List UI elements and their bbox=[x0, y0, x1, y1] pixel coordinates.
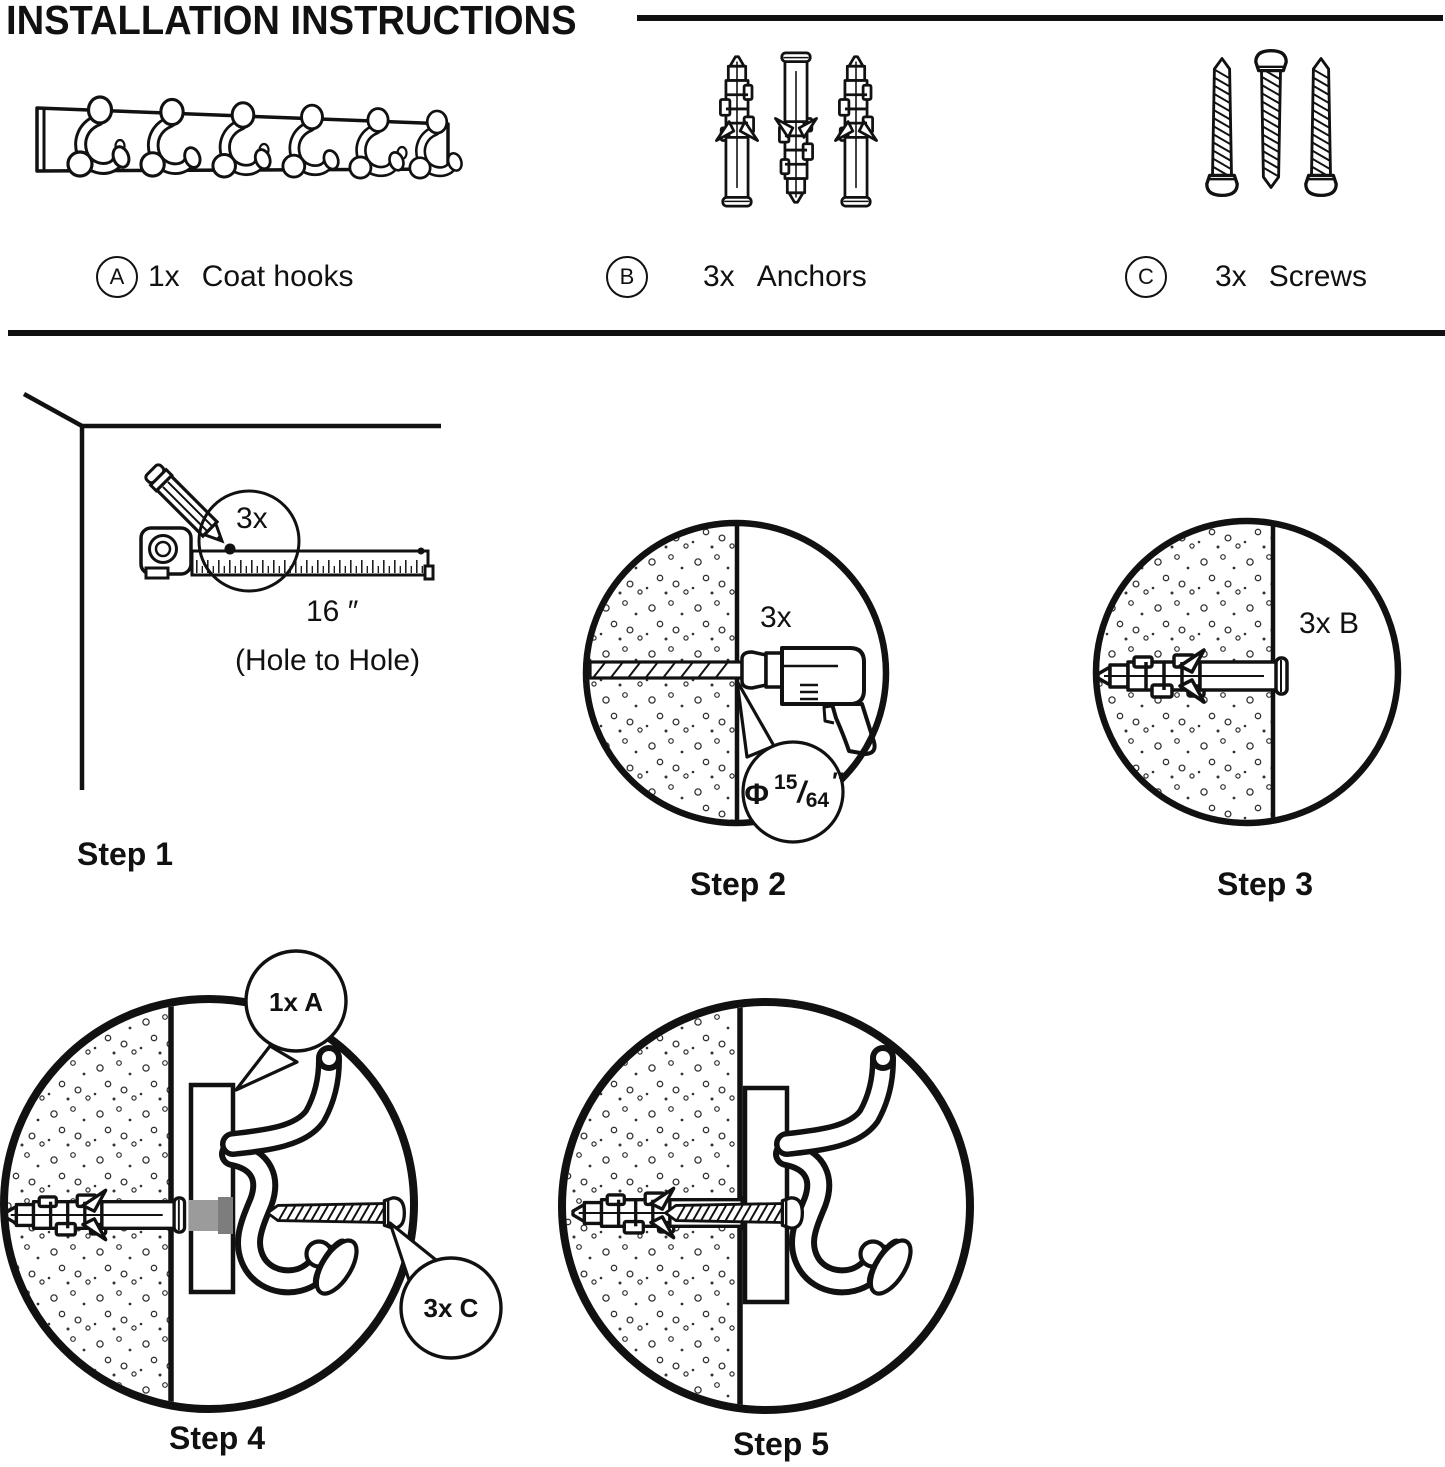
diameter-numerator: 15 bbox=[774, 771, 798, 794]
tape-end-dot bbox=[418, 548, 425, 555]
step4-label: Step 4 bbox=[168, 1420, 266, 1456]
step1-illustration bbox=[24, 394, 441, 790]
rail-hole bbox=[189, 1200, 220, 1231]
step1-distance: 16 ″ bbox=[306, 595, 359, 628]
step2-hole-diameter bbox=[744, 768, 844, 812]
title-rule bbox=[637, 15, 1443, 21]
step1-mark-count: 3x bbox=[236, 502, 268, 535]
step4-illustration bbox=[4, 951, 501, 1409]
step2-drill-count: 3x bbox=[760, 601, 792, 634]
step1-distance-note: (Hole to Hole) bbox=[235, 644, 421, 677]
step4-callout-top-text: 1x A bbox=[269, 987, 323, 1017]
step2-wall-cross-section bbox=[586, 523, 742, 823]
rail-cross-section bbox=[745, 1088, 787, 1302]
step4-callout-bottom-text: 3x C bbox=[423, 1293, 479, 1323]
coat-rack-icon bbox=[37, 97, 464, 178]
part-qty: 3x bbox=[703, 260, 735, 293]
diameter-denominator: 64 bbox=[805, 789, 830, 812]
step5-label: Step 5 bbox=[732, 1426, 830, 1462]
part-badge-c: C bbox=[1125, 256, 1167, 298]
diameter-unit: ″ bbox=[832, 768, 844, 795]
part-label-anchors bbox=[606, 256, 867, 298]
part-badge-b: B bbox=[606, 256, 648, 298]
wall-corner-lines bbox=[24, 394, 441, 790]
part-label-screws bbox=[1125, 256, 1367, 298]
parts-divider bbox=[8, 330, 1445, 336]
step3-annotation: 3x B bbox=[1299, 607, 1360, 640]
diameter-symbol: Φ bbox=[744, 778, 770, 811]
step4-callout-bottom-bubble bbox=[390, 1223, 501, 1358]
screws-icon bbox=[1207, 51, 1336, 196]
step3-illustration bbox=[1096, 521, 1398, 823]
step2-label: Step 2 bbox=[689, 866, 787, 902]
step1-label: Step 1 bbox=[77, 836, 174, 872]
screw-icon bbox=[268, 1198, 405, 1228]
part-name: Coat hooks bbox=[201, 260, 354, 293]
rail-hole-insert bbox=[218, 1197, 233, 1234]
part-qty: 3x bbox=[1215, 260, 1247, 293]
part-qty: 1x bbox=[148, 260, 180, 293]
page-title: INSTALLATION INSTRUCTIONS bbox=[6, 0, 577, 43]
part-badge-a: A bbox=[96, 256, 138, 298]
step5-illustration bbox=[562, 1002, 970, 1412]
wall-anchors-icon bbox=[716, 53, 876, 206]
part-label-coat-hooks bbox=[96, 256, 353, 298]
pencil-mark-dot bbox=[225, 544, 236, 555]
part-name: Anchors bbox=[756, 260, 867, 293]
diameter-slash: / bbox=[797, 776, 806, 809]
part-name: Screws bbox=[1268, 260, 1368, 293]
coat-hook-icon bbox=[787, 1045, 918, 1300]
rail-cross-section bbox=[191, 1085, 233, 1292]
step3-label: Step 3 bbox=[1216, 866, 1314, 902]
